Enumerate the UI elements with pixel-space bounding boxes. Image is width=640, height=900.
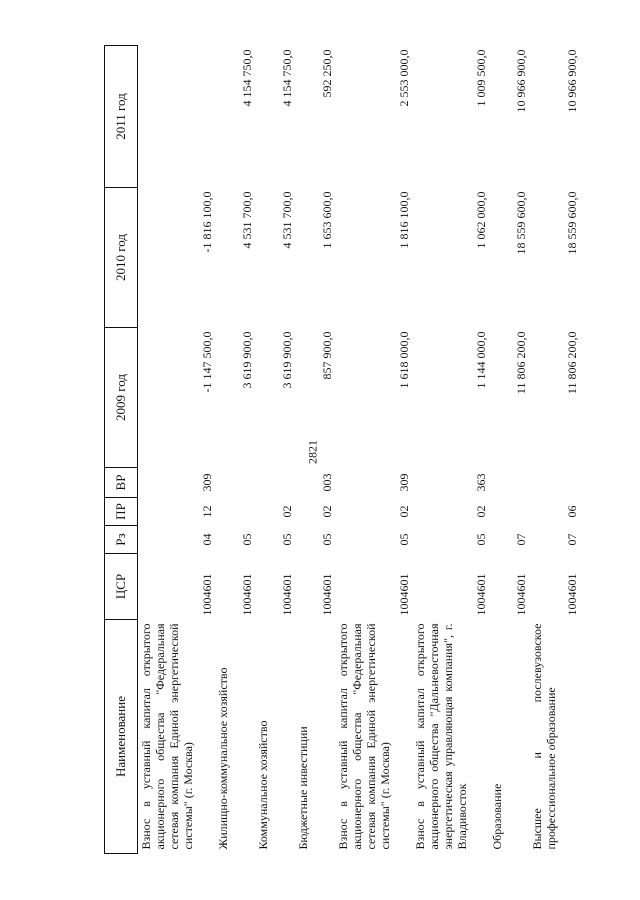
row-2010: 18 559 600,0: [565, 191, 579, 255]
row-vr: 309: [200, 473, 215, 492]
budget-table: [104, 45, 580, 854]
row-rz: 04: [200, 533, 215, 546]
row-csr: 1004601: [319, 573, 334, 616]
row-2011: 1 009 500,0: [474, 49, 489, 107]
row-pr: 02: [474, 505, 489, 518]
row-vr: 309: [397, 473, 412, 492]
row-vr: [255, 468, 295, 498]
header-vr: ВР: [105, 468, 138, 498]
header-2009: 2009 год: [105, 328, 138, 468]
row-pr: [489, 498, 529, 526]
row-pr: 02: [279, 505, 294, 518]
row-rz: 07: [514, 533, 529, 546]
row-2009: -1 147 500,0: [200, 331, 215, 393]
header-name: Наименование: [105, 620, 138, 854]
row-rz: 05: [474, 533, 489, 546]
row-name: Коммунальное хозяйство: [256, 720, 271, 850]
row-2011: 10 966 900,0: [514, 49, 529, 113]
row-vr: [529, 468, 580, 498]
row-csr: 1004601: [397, 573, 412, 616]
row-2009: 1 144 000,0: [474, 331, 489, 389]
row-vr: [489, 468, 529, 498]
row-rz: 05: [279, 533, 294, 546]
row-2011: [138, 46, 216, 188]
row-2009: 1 618 000,0: [397, 331, 412, 389]
row-pr: 02: [319, 505, 334, 518]
table-row: [138, 46, 216, 854]
row-rz: 05: [240, 533, 255, 546]
row-csr: 1004601: [240, 573, 255, 616]
row-csr: 1004601: [279, 573, 294, 616]
row-2009: 11 806 200,0: [565, 331, 579, 395]
row-pr: [215, 498, 255, 526]
row-csr: 1004601: [200, 573, 215, 616]
row-vr: [215, 468, 255, 498]
table-row: [255, 46, 295, 854]
row-pr: 12: [200, 505, 215, 518]
row-2010: 4 531 700,0: [279, 191, 294, 249]
row-rz: 07: [565, 533, 579, 546]
table-row: [295, 46, 335, 854]
row-pr: 06: [565, 505, 579, 518]
row-name: Бюджетные инвестиции: [295, 726, 310, 850]
row-2009: 11 806 200,0: [514, 331, 529, 395]
row-2010: 1 062 000,0: [474, 191, 489, 249]
row-name: Взнос в уставный капитал открытого акционерного общества "Дальневосточная энергетическая управляющая компания", г. Владивосток: [413, 623, 470, 850]
row-name: Образование: [490, 783, 505, 850]
row-2011: 4 154 750,0: [279, 49, 294, 107]
row-2009: 857 900,0: [319, 331, 334, 380]
table-row: [489, 46, 529, 854]
row-name: Высшее и послевузовское профессиональное образование: [530, 623, 559, 850]
row-2011: 10 966 900,0: [565, 49, 579, 113]
row-name: Взнос в уставный капитал открытого акционерного общества "Федеральная сетевая компания Единой энергетической системы" (г. Москва): [139, 623, 195, 850]
row-csr: 1004601: [474, 573, 489, 616]
table-row: [412, 46, 489, 854]
row-name: Взнос в уставный капитал открытого акционерного общества "Федеральная сетевая компания Единой энергетической системы" (г. Москва): [335, 623, 392, 850]
table-row: [215, 46, 255, 854]
budget-table-container: [104, 46, 580, 854]
row-2010: -1 816 100,0: [200, 191, 215, 253]
page-number: 2821: [305, 440, 320, 464]
table-header-row: [105, 46, 138, 854]
row-vr: 363: [474, 473, 489, 492]
row-csr: 1004601: [514, 573, 529, 616]
row-2011: 2 553 000,0: [397, 49, 412, 107]
header-rz: Рз: [105, 526, 138, 554]
row-2011: 592 250,0: [319, 49, 334, 98]
table-row: [529, 46, 580, 854]
row-name: Жилищно-коммунальное хозяйство: [216, 667, 231, 850]
row-2010: 1 816 100,0: [397, 191, 412, 249]
header-2011: 2011 год: [105, 46, 138, 188]
row-vr: 003: [319, 473, 334, 492]
header-2010: 2010 год: [105, 188, 138, 328]
row-2010: 4 531 700,0: [240, 191, 255, 249]
row-2009: 3 619 900,0: [240, 331, 255, 389]
header-pr: ПР: [105, 498, 138, 526]
row-2010: 1 653 600,0: [319, 191, 334, 249]
row-2009: 3 619 900,0: [279, 331, 294, 389]
header-csr: ЦСР: [105, 554, 138, 620]
row-rz: 05: [397, 533, 412, 546]
row-csr: 1004601: [565, 573, 579, 616]
row-2011: 4 154 750,0: [240, 49, 255, 107]
row-rz: 05: [319, 533, 334, 546]
row-2010: 18 559 600,0: [514, 191, 529, 255]
table-row: [335, 46, 412, 854]
row-pr: 02: [397, 505, 412, 518]
